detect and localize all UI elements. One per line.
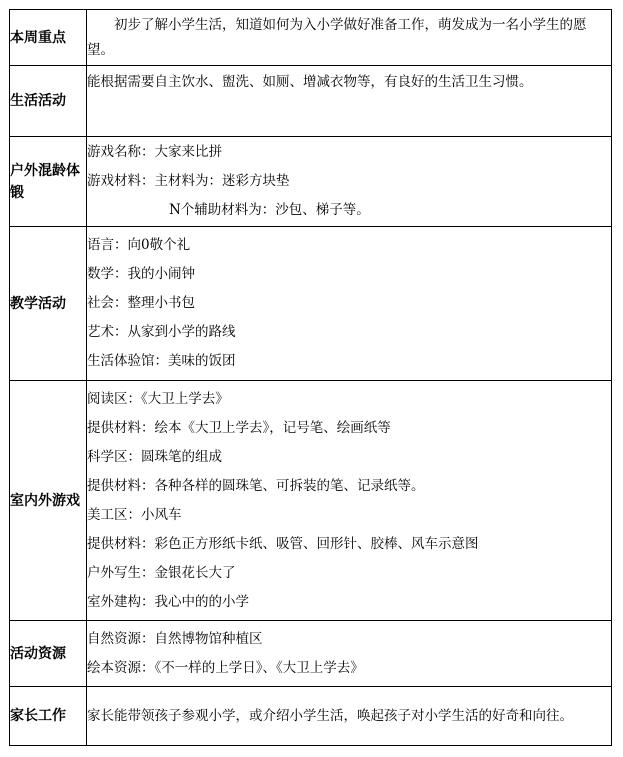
row-outdoor — [10, 137, 612, 227]
game-item: 阅读区：《大卫上学去》 — [87, 390, 229, 407]
game-item: 提供材料：各种各样的圆珠笔、可拆装的笔、记录纸等。 — [87, 477, 425, 494]
row-parents — [10, 687, 612, 746]
content-parents — [87, 687, 612, 746]
label-resources: 活动资源 — [10, 621, 87, 687]
label-daily-life: 生活活动 — [10, 66, 87, 137]
row-teaching — [10, 227, 612, 381]
outdoor-materials-main: 游戏材料：主材料为：迷彩方块垫 — [87, 173, 290, 189]
weekly-plan-table — [9, 9, 612, 746]
game-item: 提供材料：绘本《大卫上学去》，记号笔、绘画纸等 — [87, 419, 391, 436]
row-daily-life — [10, 66, 612, 137]
game-item: 室外建构：我心中的的小学 — [87, 593, 249, 610]
outdoor-materials-aux: N个辅助材料为：沙包、梯子等。 — [169, 202, 370, 218]
weekly-focus-text: 初步了解小学生活，知道如何为入小学做好准备工作，萌发成为一名小学生的愿望。 — [87, 16, 587, 58]
content-daily-life — [87, 66, 612, 137]
label-weekly-focus: 本周重点 — [10, 10, 87, 66]
game-item: 户外写生：金银花长大了 — [87, 564, 236, 581]
content-weekly-focus — [87, 10, 612, 66]
content-resources — [87, 621, 612, 687]
teaching-item: 语言：向0敬个礼 — [87, 237, 191, 253]
content-outdoor — [87, 137, 612, 227]
game-item: 科学区：圆珠笔的组成 — [87, 448, 222, 465]
row-indoor-outdoor-games — [10, 381, 612, 621]
row-resources — [10, 621, 612, 687]
label-outdoor: 户外混龄体锻 — [10, 137, 87, 227]
game-item: 美工区：小风车 — [87, 506, 182, 523]
teaching-item: 艺术：从家到小学的路线 — [87, 324, 236, 340]
daily-life-text: 能根据需要自主饮水、盥洗、如厕、增减衣物等，有良好的生活卫生习惯。 — [87, 74, 533, 90]
content-indoor-outdoor-games — [87, 381, 612, 621]
outdoor-game-name: 游戏名称：大家来比拼 — [87, 144, 222, 160]
label-teaching: 教学活动 — [10, 227, 87, 381]
resource-item: 绘本资源：《不一样的上学日》、《大卫上学去》 — [87, 659, 364, 676]
resource-item: 自然资源：自然博物馆种植区 — [87, 630, 263, 647]
label-indoor-outdoor-games: 室内外游戏 — [10, 381, 87, 621]
parents-text: 家长能带领孩子参观小学，或介绍小学生活，唤起孩子对小学生活的好奇和向往。 — [87, 707, 573, 724]
game-item: 提供材料：彩色正方形纸卡纸、吸管、回形针、胶棒、风车示意图 — [87, 535, 479, 552]
label-parents: 家长工作 — [10, 687, 87, 746]
row-weekly-focus — [10, 10, 612, 66]
teaching-item: 生活体验馆：美味的饭团 — [87, 353, 236, 369]
teaching-item: 社会：整理小书包 — [87, 295, 195, 311]
content-teaching — [87, 227, 612, 381]
teaching-item: 数学：我的小闹钟 — [87, 266, 195, 282]
